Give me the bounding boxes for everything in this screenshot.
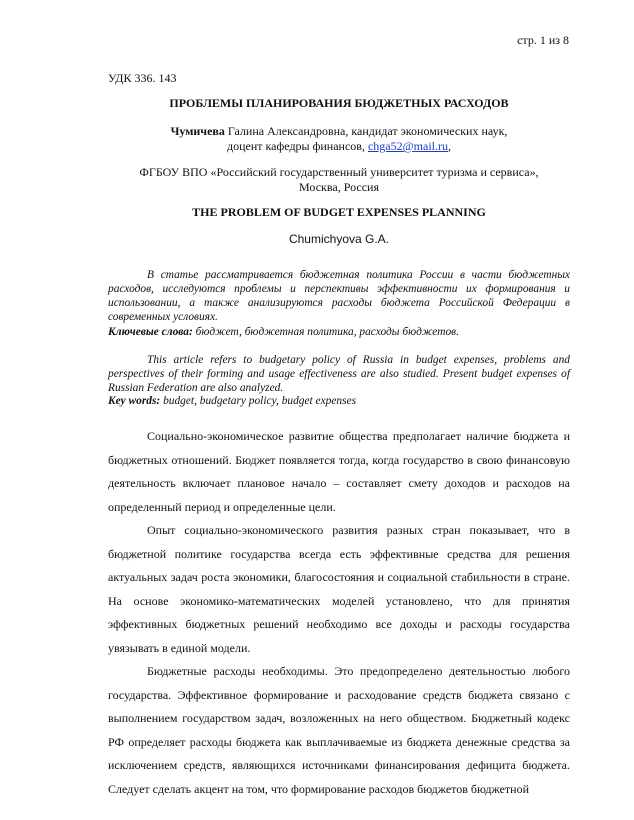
paper-title-en: THE PROBLEM OF BUDGET EXPENSES PLANNING (192, 205, 486, 219)
organization-line-2: Москва, Россия (299, 180, 379, 194)
author-surname: Чумичева (170, 124, 225, 138)
udk-code: УДК 336. 143 (108, 71, 177, 85)
keywords-en-label: Key words: (108, 395, 161, 407)
author-email-link[interactable]: chga52@mail.ru (367, 139, 448, 153)
body-paragraph: Бюджетные расходы необходимы. Это предопределено деятельностью любого государства. Эффективное формирование и расходование средств бюджета связано с выполнением государством задач, возложенных на него обществом. Бюджетный кодекс РФ определяет расходы бюджета как выплачиваемые из бюджета денежные средства за исключением средств, являющихся источниками финансирования дефицита бюджета. Следует сделать акцент на том, что формирование расходов бюджетов бюджетной (108, 664, 570, 796)
keywords-en (108, 394, 570, 408)
keywords-ru (108, 325, 570, 339)
author-line-2-suffix: , (448, 139, 451, 153)
organization (108, 165, 570, 195)
organization-line-1: ФГБОУ ВПО «Российский государственный университет туризма и сервиса», (139, 165, 539, 179)
abstract-ru (108, 268, 570, 324)
abstract-en-text: This article refers to budgetary policy of Russia in budget expenses, problems and perspectives of their forming and usage effectiveness are also studied. Present budget expenses of Russian Federation are also analyzed. (108, 354, 570, 394)
body-paragraph: Опыт социально-экономического развития разных стран показывает, что в бюджетной политике государства всегда есть эффективные средства для решения актуальных задач роста экономики, благосостояния и социальной стабильности в стране. На основе экономико-математических моделей установлено, что для принятия эффективных бюджетных решений необходимо все доходы и расходы государства увязывать в единой модели. (108, 523, 570, 655)
body-paragraph: Социально-экономическое развитие общества предполагает наличие бюджета и бюджетных отношений. Бюджет появляется тогда, когда государство в свою финансовую деятельность включает плановое начало – составляет смету доходов и расходов на определенный период и определенные цели. (108, 429, 570, 514)
author-line-2 (108, 139, 570, 154)
body-text (108, 425, 570, 801)
author-position: доцент кафедры финансов, (227, 139, 368, 153)
abstract-ru-text: В статье рассматривается бюджетная политика России в части бюджетных расходов, исследуются проблемы и перспективы эффективности их формирования и использовании, а также анализируются расходы бюджета Российской Федерации в современных условиях. (108, 269, 570, 323)
keywords-ru-text: бюджет, бюджетная политика, расходы бюджетов. (192, 326, 459, 338)
abstract-en (108, 353, 570, 395)
page-number: стр. 1 из 8 (517, 33, 569, 47)
keywords-en-text: budget, budgetary policy, budget expenses (160, 395, 357, 407)
author-degree: Галина Александровна, кандидат экономических наук, (224, 124, 508, 138)
paper-title-ru: ПРОБЛЕМЫ ПЛАНИРОВАНИЯ БЮДЖЕТНЫХ РАСХОДОВ (169, 96, 509, 110)
author-info-ru (108, 124, 570, 154)
author-en: Chumichyova G.A. (288, 232, 390, 246)
author-line-1 (108, 124, 570, 139)
keywords-ru-label: Ключевые слова: (108, 326, 193, 338)
